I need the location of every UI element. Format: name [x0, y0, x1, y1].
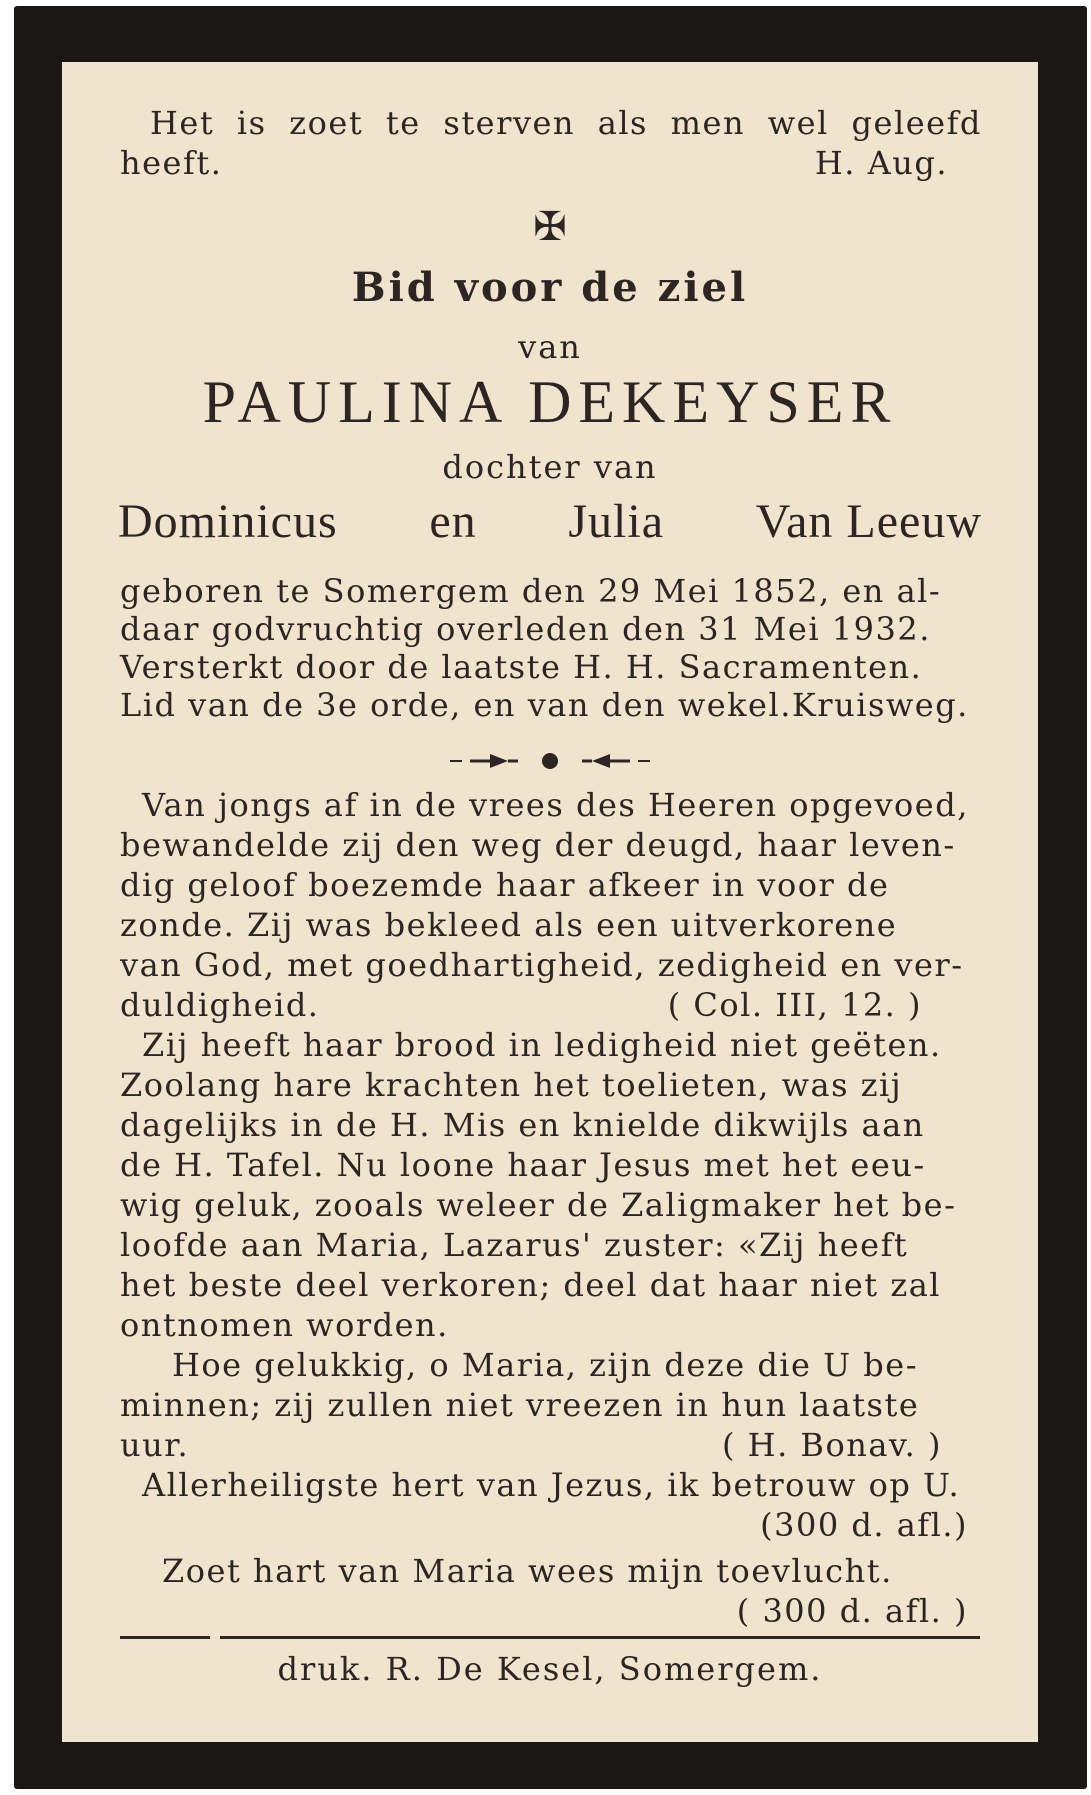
- memorial-card: [62, 62, 1038, 1742]
- mother-last-name: Van Leeuw: [755, 495, 982, 548]
- prayer-indulgence: ( 300 d. afl. ): [736, 1592, 968, 1630]
- motto-end: heeft.: [120, 144, 223, 182]
- father-name: Dominicus: [118, 495, 338, 548]
- parents-line: [118, 494, 982, 549]
- paragraph-line: dig geloof boezemde haar afkeer in voor de: [120, 866, 890, 904]
- motto-word: te: [385, 104, 421, 142]
- memorial-card-border: [14, 6, 1087, 1789]
- paragraph-line: loofde aan Maria, Lazarus' zuster: «Zij heeft: [120, 1226, 909, 1264]
- paragraph-line: Hoe gelukkig, o Maria, zijn deze die U be-: [172, 1346, 919, 1384]
- paragraph-line: Zij heeft haar brood in ledigheid niet geëten.: [142, 1026, 942, 1064]
- printer-imprint: druk. R. De Kesel, Somergem.: [277, 1650, 823, 1688]
- motto-line-1: [150, 104, 982, 142]
- motto-word: men: [670, 104, 746, 142]
- paragraph-line: Zoolang hare krachten het toelieten, was zij: [120, 1066, 903, 1104]
- divider-rule: [120, 1636, 210, 1639]
- ornament-divider: [62, 746, 1038, 776]
- paragraph-line: wig geluk, zooals weleer de Zaligmaker het be-: [120, 1186, 957, 1224]
- deceased-name: PAULINA DEKEYSER: [202, 369, 898, 435]
- motto-word: zoet: [289, 104, 364, 142]
- motto-word: wel: [767, 104, 829, 142]
- author-reference: ( H. Bonav. ): [722, 1426, 942, 1464]
- paragraph-line: het beste deel verkoren; deel dat haar niet zal: [120, 1266, 941, 1304]
- paragraph-end: uur.: [120, 1426, 190, 1464]
- prayer-indulgence: (300 d. afl.): [760, 1506, 968, 1544]
- motto-line-2: [120, 144, 948, 182]
- parents-conjunction: en: [429, 495, 477, 548]
- paragraph-line: van God, met goedhartigheid, zedigheid en ver-: [120, 946, 964, 984]
- paragraph-line: [120, 986, 982, 1024]
- scripture-reference: ( Col. III, 12. ): [667, 986, 922, 1024]
- motto-word: Het: [150, 104, 215, 142]
- paragraph-line: bewandelde zij den weg der deugd, haar leven-: [120, 826, 956, 864]
- paragraph-line: [120, 1426, 982, 1464]
- heading: Bid voor de ziel: [351, 264, 749, 311]
- prayer-text: Allerheiligste hert van Jezus, ik betrouw op U.: [142, 1466, 961, 1504]
- biography-line: Versterkt door de laatste H. H. Sacramenten.: [120, 648, 923, 686]
- paragraph-line: minnen; zij zullen niet vreezen in hun laatste: [120, 1386, 920, 1424]
- divider-rule: [220, 1636, 980, 1639]
- daughter-of-label: dochter van: [442, 448, 658, 486]
- paragraph-line: zonde. Zij was bekleed als een uitverkorene: [120, 906, 898, 944]
- mother-first-name: Julia: [568, 495, 665, 548]
- paragraph-line: dagelijks in de H. Mis en knielde dikwijls aan: [120, 1106, 925, 1144]
- paragraph-line: Van jongs af in de vrees des Heeren opgevoed,: [142, 786, 969, 824]
- ornament-divider-icon: [62, 746, 1038, 776]
- biography-line: daar godvruchtig overleden den 31 Mei 1932.: [120, 610, 931, 648]
- motto-word: geleefd: [851, 104, 982, 142]
- prayer-text: Zoet hart van Maria wees mijn toevlucht.: [162, 1552, 893, 1590]
- paragraph-line: de H. Tafel. Nu loone haar Jesus met het eeu-: [120, 1146, 926, 1184]
- motto-word: als: [597, 104, 648, 142]
- van-label: van: [518, 328, 582, 366]
- biography-line: Lid van de 3e orde, en van den wekel.Kruisweg.: [120, 686, 969, 724]
- paragraph-line: ontnomen worden.: [120, 1306, 449, 1344]
- motto-attribution: H. Aug.: [814, 144, 948, 182]
- motto-word: is: [236, 104, 267, 142]
- biography-line: geboren te Somergem den 29 Mei 1852, en al-: [120, 572, 942, 610]
- paragraph-end: duldigheid.: [120, 986, 320, 1024]
- motto-word: sterven: [443, 104, 576, 142]
- cross-icon: ✠: [533, 204, 567, 250]
